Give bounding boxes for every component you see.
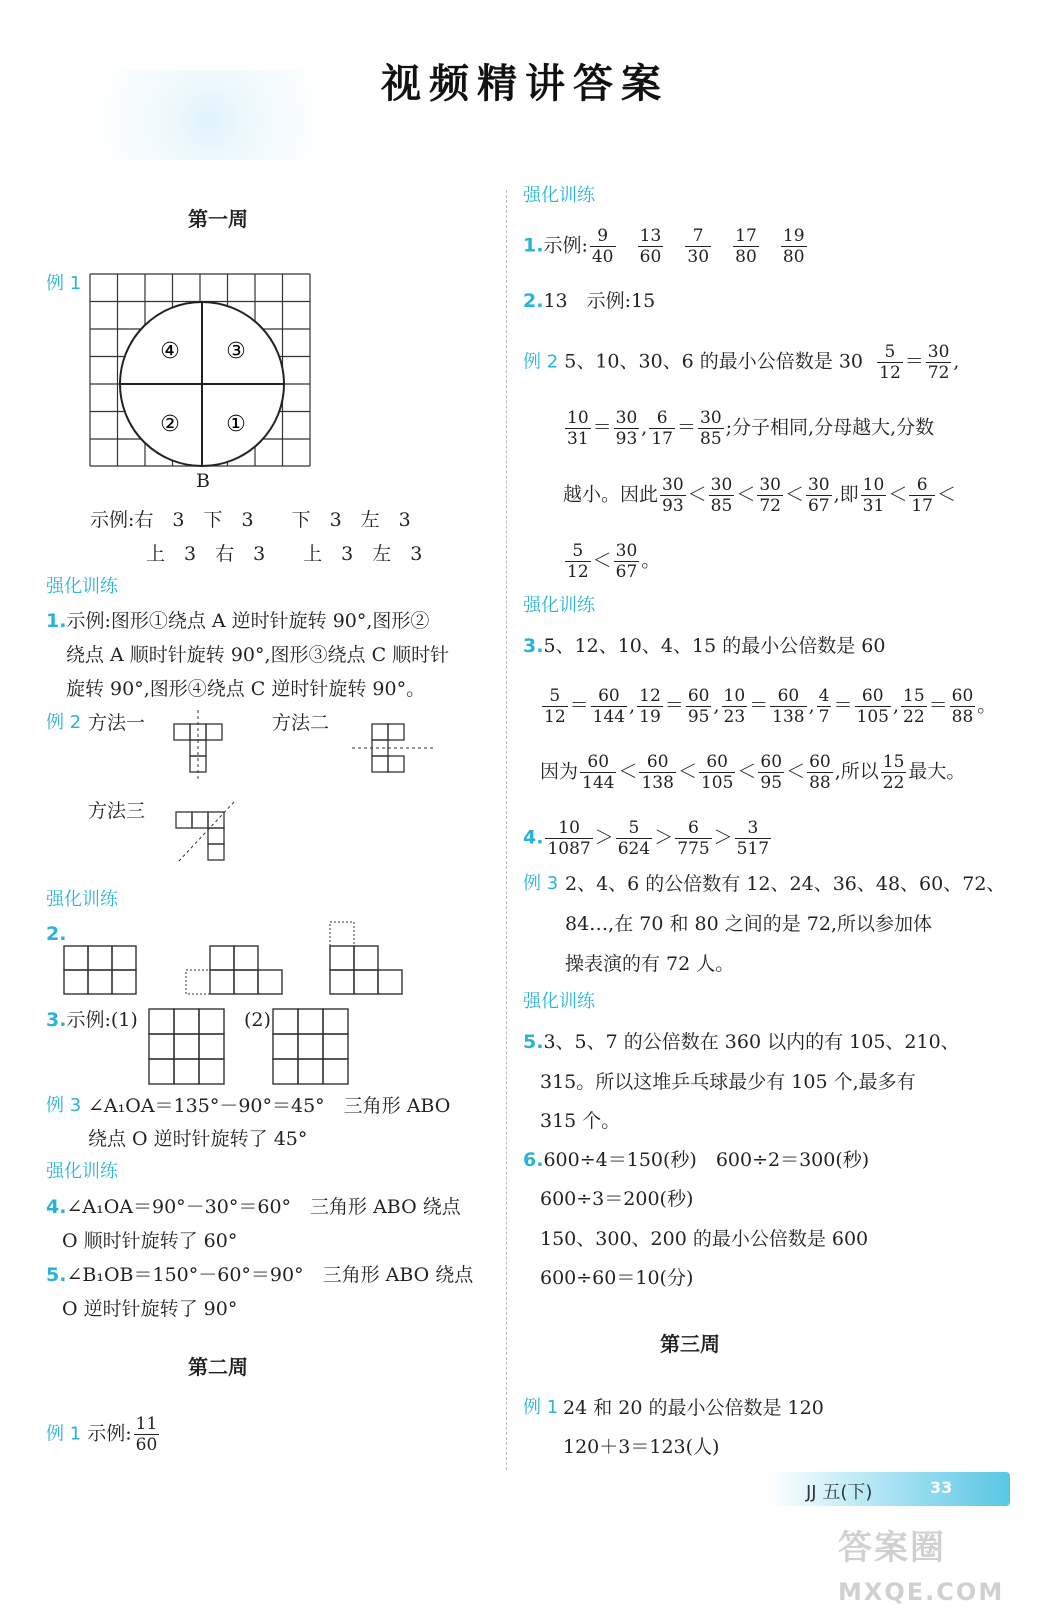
fraction: $\frac{6}{17}$ (911, 475, 933, 516)
text-line: 示例: (543, 234, 588, 257)
fraction: $\frac{5}{12}$ (544, 686, 566, 727)
text-line: O 顺时针旋转了 60° (62, 1230, 238, 1252)
fraction: $\frac{19}{80}$ (782, 226, 805, 267)
example-tag: 例 2 (523, 351, 559, 373)
circle-label-4: ④ (160, 339, 180, 364)
fraction: $\frac{60}{138}$ (641, 752, 674, 793)
text-line: $\frac{5}{12}$ ＜ $\frac{30}{67}$ 。 (567, 541, 661, 582)
grid-figure (90, 274, 316, 470)
week-heading-3: 第三周 (660, 1332, 720, 1356)
example-tag: 例 1 (46, 273, 82, 294)
text-line: 3、5、7 的公倍数在 360 以内的有 105、210、 (543, 1031, 960, 1053)
method-label: 方法三 (88, 800, 146, 822)
fraction: $\frac{4}{7}$ (818, 686, 830, 727)
text-line: 13 示例:15 (543, 290, 656, 312)
example-tag: 例 1 (523, 1397, 559, 1418)
text-line: 315 个。 (540, 1110, 621, 1132)
answer-2-figures (60, 918, 410, 1000)
fraction: $\frac{15}{22}$ (903, 686, 925, 727)
text-line: 600÷60＝10(分) (540, 1267, 694, 1289)
fraction: $\frac{11}{60}$ (135, 1414, 158, 1455)
fraction: $\frac{30}{72}$ (927, 342, 950, 383)
fraction: $\frac{10}{1087}$ (547, 818, 591, 859)
text-line: 示例:(1) (66, 1009, 138, 1031)
fraction: $\frac{10}{31}$ (567, 408, 589, 449)
answer-r5 (523, 1030, 960, 1054)
answer-number: 1. (523, 234, 544, 257)
answer-5 (46, 1263, 473, 1287)
answer-r2 (523, 289, 655, 313)
text-line: 绕点 A 顺时针旋转 90°,图形③绕点 C 顺时针 (66, 644, 450, 666)
fraction: $\frac{30}{93}$ (662, 475, 684, 516)
right-example-2: 例 2 5、10、30、6 的最小公倍数是 30 $\frac{5}{12}$ ＝ $\frac{30}{72}$ , (523, 342, 960, 383)
net-figure-1 (170, 710, 236, 780)
example-tag: 例 3 (46, 1095, 82, 1116)
answer-number: 4. (523, 826, 544, 849)
grid-3x3-2 (272, 1008, 350, 1086)
fraction: $\frac{5}{624}$ (617, 818, 651, 859)
fraction: $\frac{12}{19}$ (639, 686, 661, 727)
answer-r6 (523, 1148, 869, 1172)
answer-number: 4. (46, 1196, 67, 1218)
fraction: $\frac{6}{17}$ (651, 408, 673, 449)
column-divider (506, 190, 507, 1470)
fraction: $\frac{60}{138}$ (772, 686, 805, 727)
answer-3 (46, 1008, 138, 1032)
fraction: $\frac{10}{23}$ (723, 686, 746, 727)
text-line: 旋转 90°,图形④绕点 C 逆时针旋转 90°。 (66, 678, 426, 700)
fraction: $\frac{17}{80}$ (735, 226, 757, 267)
example-tag: 例 2 (46, 712, 82, 733)
fraction: $\frac{30}{67}$ (615, 541, 638, 582)
method-label: 方法一 (88, 712, 146, 734)
point-b-label: B (196, 470, 210, 492)
answer-number: 3. (523, 635, 544, 657)
fraction: $\frac{60}{144}$ (582, 752, 615, 793)
answer-r1 (523, 226, 809, 267)
answer-number: 5. (523, 1031, 544, 1053)
fraction: $\frac{7}{30}$ (687, 226, 710, 267)
text-line: 5、12、10、4、15 的最小公倍数是 60 (543, 635, 886, 657)
text-line: $\frac{10}{31}$ ＝ $\frac{30}{93}$ , $\frac{6}{17}$ ＝ $\frac{30}{85}$ ;分子相同,分母越大,分数 (567, 408, 935, 449)
text-line: 2、4、6 的公倍数有 12、24、36、48、60、72、 (565, 873, 1006, 895)
circle-label-1: ① (226, 412, 246, 437)
fraction: $\frac{30}{93}$ (615, 408, 638, 449)
week-heading-2: 第二周 (188, 1355, 248, 1379)
fraction: $\frac{30}{85}$ (700, 408, 722, 449)
answer-number: 3. (46, 1009, 67, 1031)
fraction: $\frac{60}{95}$ (760, 752, 783, 793)
text-line: 操表演的有 72 人。 (565, 953, 735, 975)
fraction: $\frac{60}{105}$ (856, 686, 889, 727)
circle-label-2: ② (160, 412, 180, 437)
practice-tag: 强化训练 (523, 991, 595, 1012)
answer-number: 2. (523, 290, 544, 312)
practice-tag: 强化训练 (523, 185, 595, 206)
week2-example-1 (46, 1414, 161, 1455)
text-line: 示例: (87, 1422, 132, 1445)
net-figure-3 (172, 800, 242, 866)
fraction: $\frac{60}{88}$ (809, 752, 831, 793)
page-title: 视频精讲答案 (381, 61, 669, 107)
method-label: 方法二 (272, 712, 330, 734)
answer-4 (46, 1195, 461, 1219)
answer-number: 6. (523, 1149, 544, 1171)
answer-number: 1. (46, 610, 67, 632)
fraction: $\frac{3}{517}$ (736, 818, 770, 859)
circle-label-3: ③ (226, 339, 246, 364)
text-line: 越小。因此 $\frac{30}{93}$ ＜ $\frac{30}{85}$ ＜ $\frac{30}{72}$ ＜ $\frac{30}{67}$ ,即 $\frac{10}{31}$ ＜ $\frac{6}{17}$ ＜ (563, 475, 956, 516)
fraction: $\frac{30}{67}$ (807, 475, 830, 516)
practice-tag: 强化训练 (46, 1161, 118, 1182)
fraction: $\frac{13}{60}$ (639, 226, 662, 267)
text-line: 5、10、30、6 的最小公倍数是 30 (564, 350, 864, 373)
text-line: 绕点 O 逆时针旋转了 45° (88, 1128, 308, 1150)
text-line: ∠A₁OA＝90°－30°＝60° 三角形 ABO 绕点 (66, 1196, 461, 1218)
text-line: 24 和 20 的最小公倍数是 120 (563, 1397, 824, 1419)
answer-r4: 4. $\frac{10}{1087}$ ＞ $\frac{5}{624}$ ＞ $\frac{6}{775}$ ＞ $\frac{3}{517}$ (523, 818, 770, 859)
practice-tag: 强化训练 (523, 595, 595, 616)
fraction: $\frac{30}{85}$ (710, 475, 733, 516)
text-line: ∠A₁OA＝135°－90°＝45° 三角形 ABO (88, 1095, 451, 1117)
text-line: 示例:图形①绕点 A 逆时针旋转 90°,图形② (66, 610, 430, 632)
fraction: $\frac{60}{144}$ (592, 686, 626, 727)
text-line: 84…,在 70 和 80 之间的是 72,所以参加体 (565, 913, 932, 935)
footer-label: JJ 五(下) (806, 1482, 873, 1503)
grid-3x3-1 (148, 1008, 226, 1086)
text-line: 600÷3＝200(秒) (540, 1188, 694, 1210)
answer-r3 (523, 634, 885, 658)
text-line: (2) (244, 1009, 271, 1031)
practice-tag: 强化训练 (46, 576, 118, 597)
net-figure-2 (352, 720, 436, 776)
fraction: $\frac{5}{12}$ (567, 541, 589, 582)
fraction: $\frac{6}{775}$ (677, 818, 710, 859)
example-tag: 例 3 (523, 873, 559, 894)
text-line: O 逆时针旋转了 90° (62, 1298, 238, 1320)
fraction: $\frac{10}{31}$ (862, 475, 885, 516)
practice-tag: 强化训练 (46, 889, 118, 910)
fraction: $\frac{15}{22}$ (882, 752, 905, 793)
text-line: $\frac{5}{12}$ ＝ $\frac{60}{144}$ , $\frac{12}{19}$ ＝ $\frac{60}{95}$ , $\frac{10}{23}$ ＝ $\frac{60}{138}$ , $\frac{4}{7}$ ＝ $\frac{60}{105}$ , $\frac{15}{22}$ ＝ $\frac{60}{88}$ 。 (544, 686, 997, 727)
text-line: 示例:右 3 下 3 下 3 左 3 (90, 509, 411, 531)
text-line: 315。所以这堆乒乓球最少有 105 个,最多有 (540, 1071, 916, 1093)
answer-number: 2. (46, 923, 67, 945)
fraction: $\frac{9}{40}$ (591, 226, 614, 267)
fraction: $\frac{60}{105}$ (700, 752, 734, 793)
fraction: $\frac{60}{88}$ (951, 686, 974, 727)
answer-number: 5. (46, 1264, 67, 1286)
week-heading-1: 第一周 (188, 207, 248, 231)
text-line: 上 3 右 3 上 3 左 3 (146, 543, 423, 565)
text-line: 600÷4＝150(秒) 600÷2＝300(秒) (543, 1149, 870, 1171)
text-line: ∠B₁OB＝150°－60°＝90° 三角形 ABO 绕点 (66, 1264, 474, 1286)
answer-1 (46, 609, 429, 633)
page-number: 33 (930, 1478, 953, 1497)
text-line: 150、300、200 的最小公倍数是 600 (540, 1228, 869, 1250)
fraction: $\frac{30}{72}$ (759, 475, 781, 516)
fraction: $\frac{60}{95}$ (687, 686, 710, 727)
fraction: $\frac{5}{12}$ (879, 342, 901, 383)
text-line: 因为 $\frac{60}{144}$ ＜ $\frac{60}{138}$ ＜ $\frac{60}{105}$ ＜ $\frac{60}{95}$ ＜ $\frac{60}{88}$ ,所以 $\frac{15}{22}$ 最大。 (540, 752, 966, 793)
text-line: 120＋3＝123(人) (563, 1436, 720, 1458)
watermark: 答案圈 MXQE.COM (838, 1528, 1005, 1606)
example-tag: 例 1 (46, 1423, 82, 1445)
